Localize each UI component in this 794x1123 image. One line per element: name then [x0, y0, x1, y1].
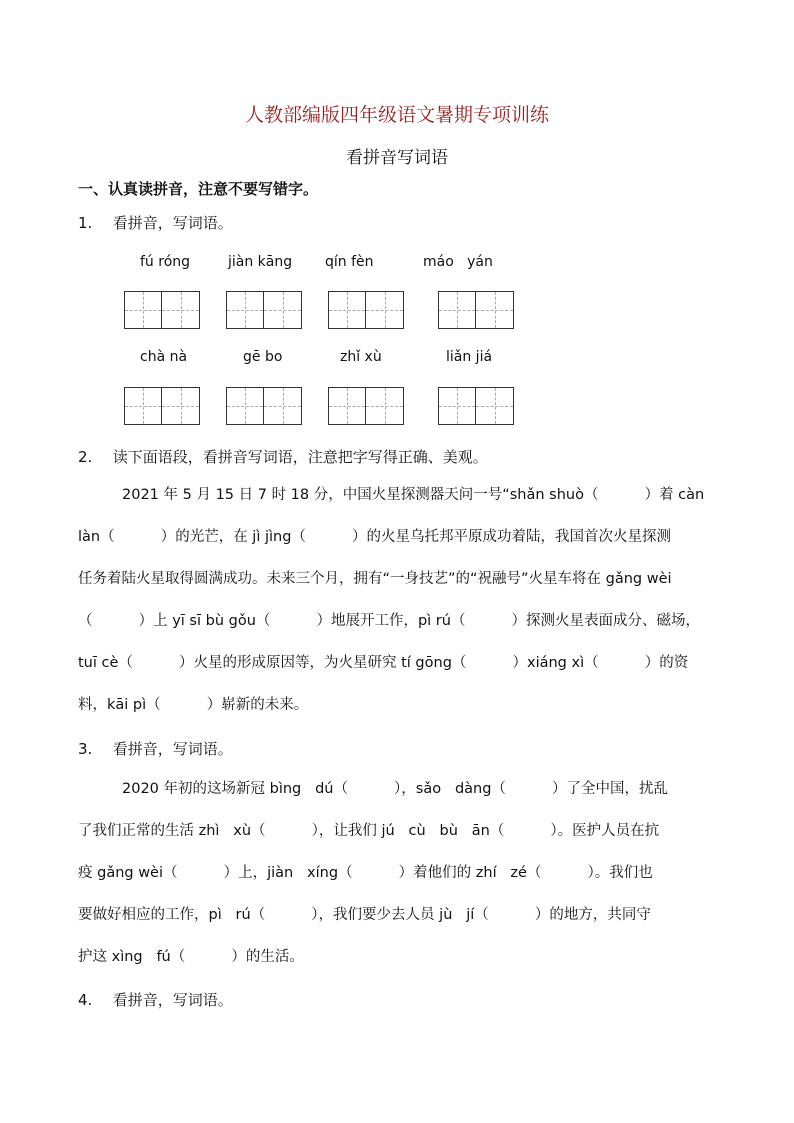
pinyin-label: qín fèn: [325, 254, 374, 270]
writing-cell[interactable]: [264, 387, 302, 425]
writing-cell[interactable]: [476, 387, 514, 425]
writing-cell[interactable]: [328, 387, 366, 425]
question-4: [78, 989, 233, 1010]
section-heading: 一、认真读拼音，注意不要写错字。: [78, 180, 319, 198]
question-3: [78, 738, 233, 759]
page-subtitle: 看拼音写词语: [346, 148, 448, 168]
pinyin-label: liǎn jiá: [446, 349, 493, 365]
writing-cell[interactable]: [366, 291, 404, 329]
writing-box[interactable]: [328, 387, 404, 425]
pinyin-label: máo yán: [423, 254, 493, 270]
pinyin-label: gē bo: [243, 349, 283, 365]
passage-q3: [78, 768, 718, 978]
writing-box[interactable]: [438, 387, 514, 425]
writing-cell[interactable]: [226, 387, 264, 425]
writing-box[interactable]: [124, 291, 200, 329]
writing-cell[interactable]: [366, 387, 404, 425]
pinyin-label: chà nà: [140, 349, 188, 365]
writing-box[interactable]: [438, 291, 514, 329]
passage-line: 护这 xìng fú（ ）的生活。: [78, 949, 304, 965]
passage-line: 2021 年 5 月 15 日 7 时 18 分，中国火星探测器天问一号“shǎn shuò（ ）着 càn: [122, 487, 705, 503]
passage-line: 任务着陆火星取得圆满成功。未来三个月，拥有“一身技艺”的“祝融号”火星车将在 gǎng wèi: [78, 571, 672, 587]
question-number: 2.: [78, 448, 93, 466]
question-number: 1.: [78, 214, 93, 232]
writing-box[interactable]: [124, 387, 200, 425]
question-1: [78, 212, 233, 233]
writing-box[interactable]: [226, 291, 302, 329]
passage-line: 疫 gǎng wèi（ ）上，jiàn xíng（ ）着他们的 zhí zé（ ）。我们也: [78, 865, 653, 881]
question-text: 读下面语段，看拼音写词语，注意把字写得正确、美观。: [112, 448, 488, 466]
writing-cell[interactable]: [476, 291, 514, 329]
passage-line: 2020 年初的这场新冠 bìng dú（ ），sǎo dàng（ ）了全中国，扰乱: [122, 781, 669, 797]
passage-line: （ ）上 yī sī bù gǒu（ ）地展开工作，pì rú（ ）探测火星表面成分、磁场，: [78, 613, 701, 629]
writing-cell[interactable]: [162, 291, 200, 329]
writing-cell[interactable]: [124, 387, 162, 425]
passage-q2: [78, 474, 718, 726]
writing-cell[interactable]: [438, 291, 476, 329]
pinyin-label: zhǐ xù: [340, 349, 382, 365]
writing-cell[interactable]: [264, 291, 302, 329]
page-title: 人教部编版四年级语文暑期专项训练: [244, 104, 549, 126]
writing-cell[interactable]: [438, 387, 476, 425]
question-text: 看拼音，写词语。: [112, 214, 233, 232]
writing-box[interactable]: [226, 387, 302, 425]
passage-line: tuī cè（ ）火星的形成原因等，为火星研究 tí gōng（ ）xiáng xì（ ）的资: [78, 655, 689, 671]
pinyin-label: jiàn kāng: [228, 254, 293, 270]
question-number: 3.: [78, 740, 93, 758]
writing-cell[interactable]: [162, 387, 200, 425]
writing-cell[interactable]: [328, 291, 366, 329]
passage-line: làn（ ）的光芒，在 jì jìng（ ）的火星乌托邦平原成功着陆，我国首次火星探测: [78, 529, 672, 545]
pinyin-label: fú róng: [140, 254, 191, 270]
question-number: 4.: [78, 991, 93, 1009]
passage-line: 料，kāi pì（ ）崭新的未来。: [78, 697, 309, 713]
passage-line: 要做好相应的工作，pì rú（ ），我们要少去人员 jù jí（ ）的地方，共同守: [78, 907, 651, 923]
passage-line: 了我们正常的生活 zhì xù（ ），让我们 jú cù bù ān（ ）。医护人员在抗: [78, 823, 660, 839]
writing-box[interactable]: [328, 291, 404, 329]
writing-cell[interactable]: [226, 291, 264, 329]
question-text: 看拼音，写词语。: [112, 740, 233, 758]
question-text: 看拼音，写词语。: [112, 991, 233, 1009]
question-2: [78, 446, 488, 467]
writing-cell[interactable]: [124, 291, 162, 329]
